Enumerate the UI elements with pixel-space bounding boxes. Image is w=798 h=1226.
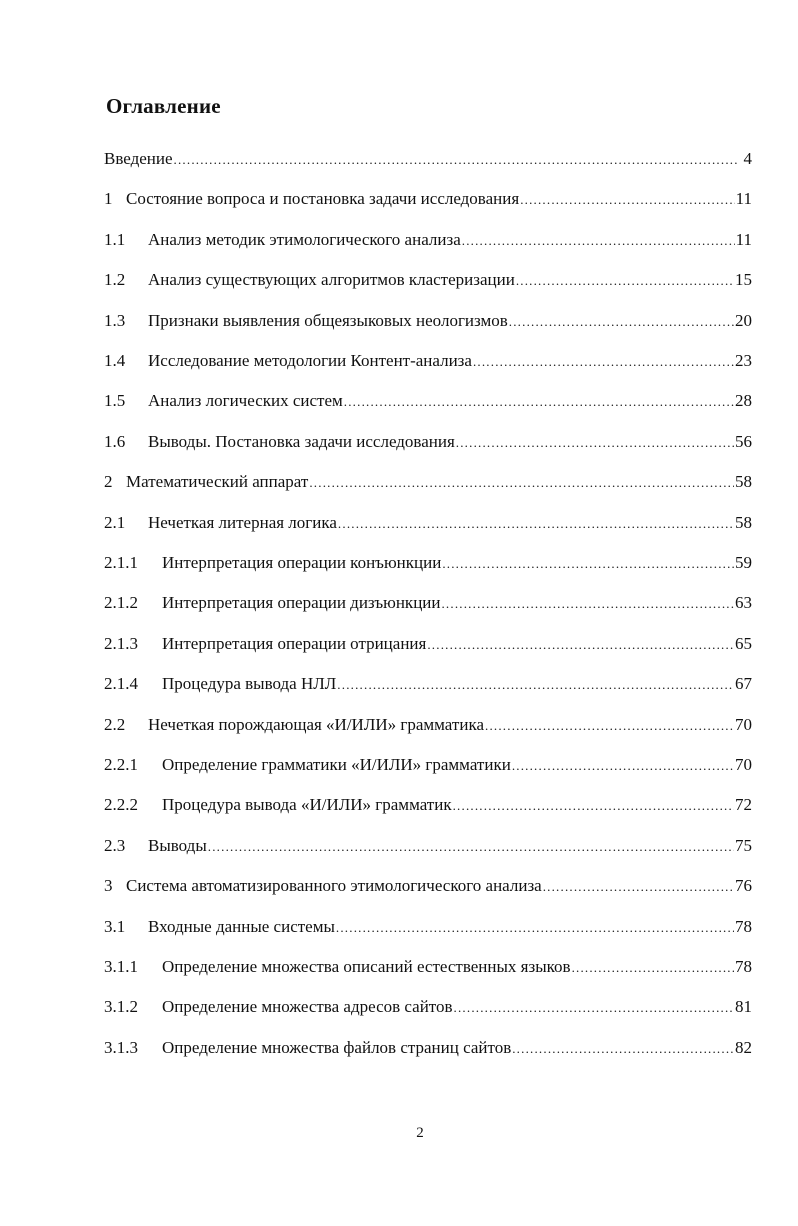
toc-dot-leader: [344, 390, 734, 414]
toc-entry-title: Выводы: [148, 836, 207, 855]
toc-entry: [104, 430, 752, 454]
toc-entry-title: Определение множества адресов сайтов: [162, 997, 453, 1016]
toc-entry-number: 1.4: [104, 351, 126, 370]
toc-dot-leader: [473, 350, 734, 374]
toc-dot-leader: [462, 229, 735, 253]
toc-entry-page: 70: [735, 755, 752, 774]
toc-entry: [104, 995, 752, 1019]
toc-entry-page: 78: [735, 917, 752, 936]
toc-entry-title: Определение грамматики «И/ИЛИ» грамматики: [162, 755, 511, 774]
toc-dot-leader: [441, 592, 734, 616]
toc-entry: [104, 915, 752, 939]
toc-dot-leader: [337, 673, 734, 697]
toc-entry: [104, 511, 752, 535]
toc-entry-number: 3.1.2: [104, 997, 138, 1016]
toc-entry-number: 1.6: [104, 432, 126, 451]
toc-entry-page: 81: [735, 997, 752, 1016]
toc-dot-leader: [572, 956, 734, 980]
toc-entry: [104, 793, 752, 817]
toc-entry-title: Интерпретация операции дизъюнкции: [162, 593, 441, 612]
toc-entry-page: 11: [735, 189, 752, 208]
toc-entry: [104, 551, 752, 575]
toc-dot-leader: [456, 431, 734, 455]
toc-entry: [104, 834, 752, 858]
toc-entry-number: 2.1.4: [104, 674, 138, 693]
toc-entry-page: 65: [735, 634, 752, 653]
toc-entry-page: 20: [735, 311, 752, 330]
toc-entry-title: Анализ логических систем: [148, 391, 343, 410]
toc-entry-page: 28: [735, 391, 752, 410]
toc-entry: [104, 470, 752, 494]
toc-entry-title: Нечеткая литерная логика: [148, 513, 337, 532]
toc-entry-title: Входные данные системы: [148, 917, 335, 936]
toc-entry-page: 15: [735, 270, 752, 289]
toc-entry-title: Определение множества описаний естественных языков: [162, 957, 571, 976]
toc-entry: [104, 268, 752, 292]
toc-entry: [104, 349, 752, 373]
toc-entry: [104, 672, 752, 696]
toc-dot-leader: [512, 754, 734, 778]
toc-entry: [104, 147, 752, 171]
toc-entry-number: 1.2: [104, 270, 126, 289]
toc-entry-number: 2: [104, 472, 113, 491]
toc-entry: [104, 591, 752, 615]
toc-dot-leader: [520, 188, 734, 212]
toc-dot-leader: [512, 1037, 734, 1061]
page-number: 2: [416, 1125, 424, 1141]
toc-dot-leader: [543, 875, 734, 899]
toc-entry-page: 58: [735, 472, 752, 491]
toc-dot-leader: [208, 835, 734, 859]
toc-dot-leader: [309, 471, 734, 495]
toc-dot-leader: [453, 794, 734, 818]
toc-entry-number: 2.2.2: [104, 795, 138, 814]
toc-entry-title: Процедура вывода «И/ИЛИ» грамматик: [162, 795, 452, 814]
toc-entry-page: 72: [735, 795, 752, 814]
toc-entry-title: Состояние вопроса и постановка задачи исследования: [126, 189, 520, 208]
toc-entry-number: 3.1.3: [104, 1038, 138, 1057]
toc-entry-title: Исследование методологии Контент-анализа: [148, 351, 472, 370]
toc-entry-title: Математический аппарат: [126, 472, 309, 491]
toc-entry-page: 11: [735, 230, 752, 249]
toc-entry: [104, 389, 752, 413]
toc-entry-number: 2.2: [104, 715, 126, 734]
toc-entry: [104, 874, 752, 898]
toc-entry-title: Определение множества файлов страниц сайтов: [162, 1038, 512, 1057]
toc-entry-page: 63: [735, 593, 752, 612]
toc-entry-page: 4: [743, 149, 752, 168]
toc-entry: [104, 187, 752, 211]
toc-entry-title: Система автоматизированного этимологического анализа: [126, 876, 542, 895]
toc-entry-number: 3: [104, 876, 113, 895]
toc-entry-title: Выводы. Постановка задачи исследования: [148, 432, 455, 451]
toc-entry-title: Интерпретация операции отрицания: [162, 634, 427, 653]
toc-entry-title: Введение: [104, 149, 173, 168]
toc-entry-number: 2.2.1: [104, 755, 138, 774]
toc-entry-page: 70: [735, 715, 752, 734]
toc-entry-page: 75: [735, 836, 752, 855]
toc-dot-leader: [509, 310, 734, 334]
toc-entry-number: 1.5: [104, 391, 126, 410]
toc-entry-title: Анализ существующих алгоритмов кластеризации: [148, 270, 515, 289]
toc-entry: [104, 955, 752, 979]
toc-entry-number: 2.1.2: [104, 593, 138, 612]
toc-entry: [104, 228, 752, 252]
toc-entry-number: 2.1.3: [104, 634, 138, 653]
toc-entry-title: Процедура вывода НЛЛ: [162, 674, 337, 693]
toc-entry: [104, 1036, 752, 1060]
toc-entry-page: 67: [735, 674, 752, 693]
toc-entry: [104, 632, 752, 656]
toc-entry-number: 2.1.1: [104, 553, 138, 572]
toc-entry-page: 76: [735, 876, 752, 895]
toc-dot-leader: [174, 148, 739, 172]
toc-entry: [104, 713, 752, 737]
toc-dot-leader: [442, 552, 734, 576]
page-title: Оглавление: [106, 94, 221, 118]
toc-entry-title: Интерпретация операции конъюнкции: [162, 553, 442, 572]
toc-dot-leader: [485, 714, 734, 738]
toc-dot-leader: [427, 633, 734, 657]
toc-entry: [104, 309, 752, 333]
toc-entry-title: Признаки выявления общеязыковых неологизмов: [148, 311, 508, 330]
toc-dot-leader: [338, 512, 734, 536]
toc-dot-leader: [516, 269, 734, 293]
toc-dot-leader: [454, 996, 734, 1020]
toc-entry-number: 3.1: [104, 917, 126, 936]
toc-entry-number: 1.3: [104, 311, 126, 330]
toc-entry-number: 1: [104, 189, 113, 208]
toc-entry-title: Анализ методик этимологического анализа: [148, 230, 461, 249]
toc-entry-page: 59: [735, 553, 752, 572]
toc-entry: [104, 753, 752, 777]
toc-entry-number: 2.3: [104, 836, 126, 855]
toc-entry-number: 2.1: [104, 513, 126, 532]
toc-entry-page: 78: [735, 957, 752, 976]
toc-entry-page: 56: [735, 432, 752, 451]
toc-entry-number: 3.1.1: [104, 957, 138, 976]
toc-entry-page: 82: [735, 1038, 752, 1057]
toc-entry-title: Нечеткая порождающая «И/ИЛИ» грамматика: [148, 715, 484, 734]
toc-entry-number: 1.1: [104, 230, 126, 249]
toc-entry-page: 58: [735, 513, 752, 532]
toc-dot-leader: [336, 916, 734, 940]
toc-entry-page: 23: [735, 351, 752, 370]
